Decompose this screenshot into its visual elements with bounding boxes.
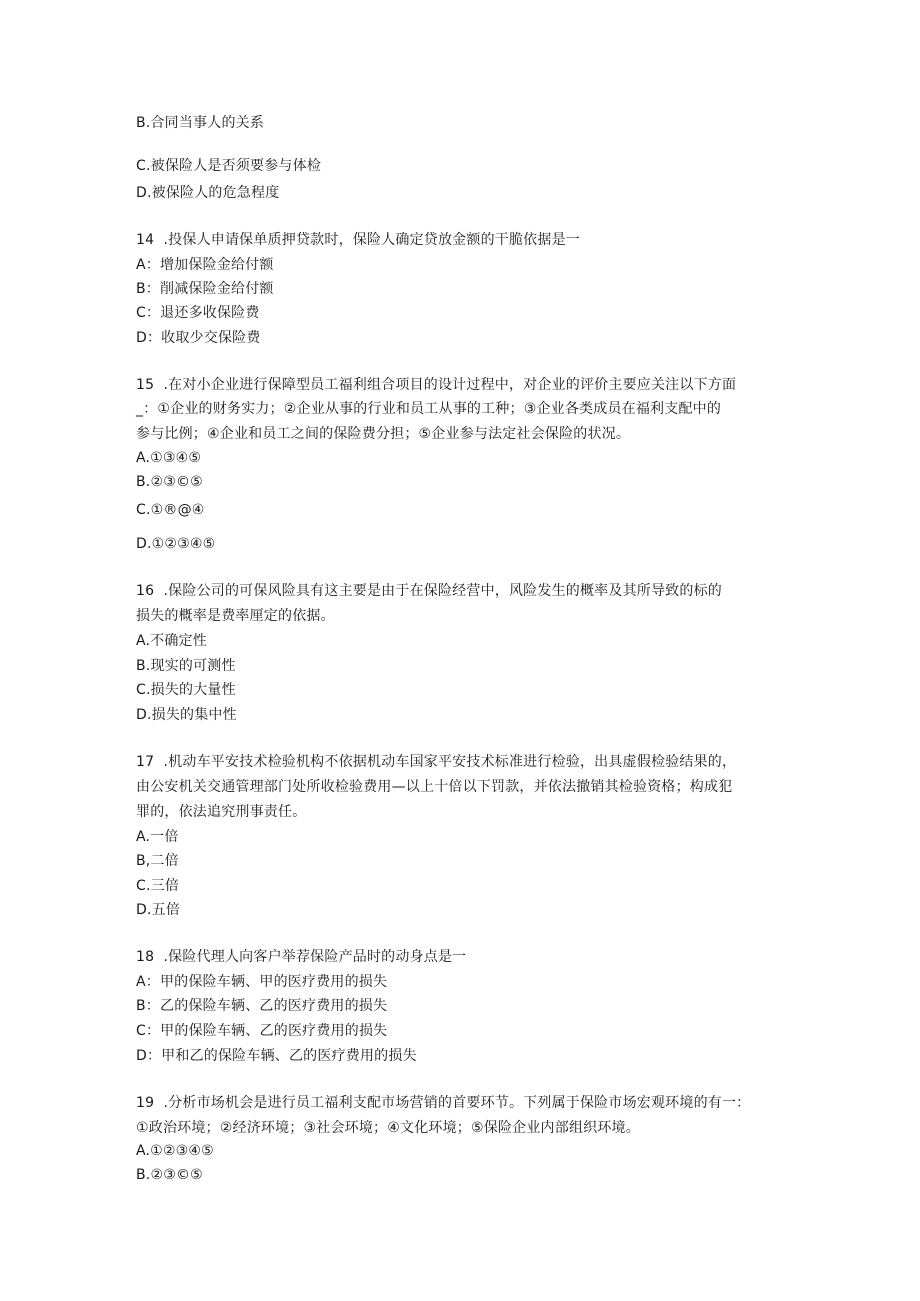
q15-option-b: B.②③©⑤ — [136, 474, 203, 490]
q15-stem: _：①企业的财务实力；②企业从事的行业和员工从事的工种；③企业各类成员在福利支配中的 — [136, 401, 722, 417]
q15-option-d: D.①②③④⑤ — [136, 536, 216, 552]
q17-stem: 17 .机动车平安技术检验机构不依据机动车国家平安技术标准进行检验，出具虚假检验结果的， — [136, 754, 737, 770]
q18-stem: 18 .保险代理人向客户举荐保险产品时的动身点是一 — [136, 949, 467, 965]
q13-option-c: C.被保险人是否须要参与体检 — [136, 158, 322, 174]
q14-option-c: C：退还多收保险费 — [136, 305, 260, 321]
q18-option-d: D：甲和乙的保险车辆、乙的医疗费用的损失 — [136, 1048, 417, 1064]
q15-option-a: A.①③④⑤ — [136, 450, 202, 466]
q17-stem: 由公安机关交通管理部门处所收检验费用—以上十倍以下罚款，并依法撤销其检验资格；构成犯 — [136, 779, 733, 795]
q18-option-a: A：甲的保险车辆、甲的医疗费用的损失 — [136, 974, 388, 990]
q15-stem: 15 .在对小企业进行保障型员工福利组合项目的设计过程中，对企业的评价主要应关注以下方面 — [136, 377, 737, 393]
q14-option-a: A：增加保险金给付额 — [136, 257, 274, 273]
q15-option-c: C.①®@④ — [136, 502, 205, 518]
q19-stem: 19 .分析市场机会是进行员工福利支配市场营销的首要环节。下列属于保险市场宏观环境的有一： — [136, 1095, 751, 1111]
q16-stem: 16 .保险公司的可保风险具有这主要是由于在保险经营中，风险发生的概率及其所导致的标的 — [136, 583, 722, 599]
q15-stem: 参与比例；④企业和员工之间的保险费分担；⑤企业参与法定社会保险的状况。 — [136, 426, 631, 442]
q16-stem: 损失的概率是费率厘定的依据。 — [136, 608, 335, 624]
q16-option-c: C.损失的大量性 — [136, 682, 236, 698]
q19-option-b: B.②③©⑤ — [136, 1167, 203, 1183]
q17-stem: 罪的，依法追究刑事责任。 — [136, 804, 307, 820]
q16-option-d: D.损失的集中性 — [136, 707, 237, 723]
q16-option-a: A.不确定性 — [136, 633, 207, 649]
q17-option-c: C.三倍 — [136, 878, 180, 894]
q16-option-b: B.现实的可测性 — [136, 658, 236, 674]
q13-option-b: B.合同当事人的关系 — [136, 115, 265, 131]
q14-stem: 14 .投保人申请保单质押贷款时，保险人确定贷放金额的干脆依据是一 — [136, 232, 580, 248]
q19-option-a: A.①②③④⑤ — [136, 1143, 214, 1159]
q13-option-d: D.被保险人的危急程度 — [136, 185, 280, 201]
q17-option-d: D.五倍 — [136, 902, 181, 918]
q17-option-a: A.一倍 — [136, 829, 179, 845]
q14-option-d: D：收取少交保险费 — [136, 330, 261, 346]
q17-option-b: B,二倍 — [136, 853, 179, 869]
q18-option-b: B：乙的保险车辆、乙的医疗费用的损失 — [136, 998, 388, 1014]
q19-stem: ①政治环境；②经济环境；③社会环境；④文化环境；⑤保险企业内部组织环境。 — [136, 1120, 640, 1136]
q14-option-b: B：削减保险金给付额 — [136, 281, 274, 297]
q18-option-c: C：甲的保险车辆、乙的医疗费用的损失 — [136, 1023, 388, 1039]
